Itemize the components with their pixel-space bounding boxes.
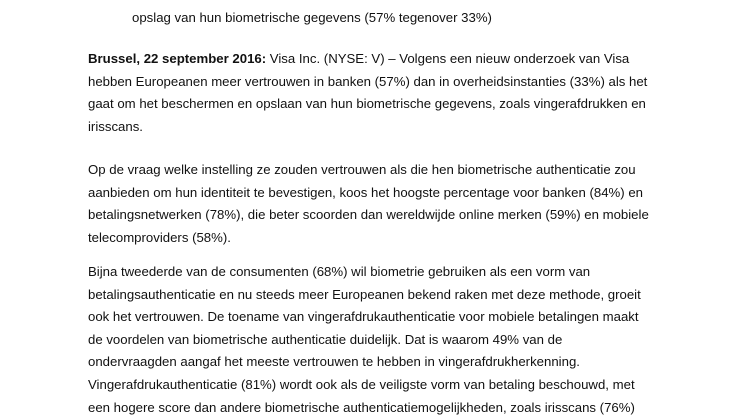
paragraph-institutions xyxy=(88,159,678,249)
paragraph-biometrics-usage xyxy=(88,261,678,419)
paragraph-line: gaat om het beschermen en opslaan van hun biometrische gegevens, zoals vingerafdrukken en xyxy=(88,96,646,112)
paragraph-line: Bijna tweederde van de consumenten (68%) wil biometrie gebruiken als een vorm van xyxy=(88,264,591,279)
paragraph-line: ook het vertrouwen. De toename van vingerafdrukauthenticatie voor mobiele betalingen maakt xyxy=(88,309,639,325)
paragraph-line: de voordelen van biometrische authenticatie duidelijk. Dat is waarom 49% van de xyxy=(88,331,563,347)
paragraph-line: telecomproviders (58%). xyxy=(88,229,231,245)
paragraph-line: Vingerafdrukauthenticatie (81%) wordt ook als de veiligste vorm van betaling beschouwd, met xyxy=(88,376,635,392)
paragraph-line: Op de vraag welke instelling ze zouden vertrouwen als die hen biometrische authenticatie zou xyxy=(88,162,636,177)
paragraph-line: irisscans. xyxy=(88,118,143,134)
paragraph-line: hebben Europeanen meer vertrouwen in banken (57%) dan in overheidsinstanties (33%) als het xyxy=(88,73,648,89)
paragraph-line: ondervraagden aangaf het meeste vertrouwen te hebben in vingerafdrukherkenning. xyxy=(88,354,580,370)
line-text: Visa Inc. (NYSE: V) – Volgens een nieuw onderzoek van Visa xyxy=(266,51,630,66)
paragraph-intro xyxy=(88,48,678,138)
paragraph-line: betalingsnetwerken (78%), die beter scoorden dan wereldwijde online merken (59%) en mobiele xyxy=(88,207,649,223)
dateline: Brussel, 22 september 2016: xyxy=(88,51,267,66)
paragraph-line: betalingsauthenticatie en nu steeds meer Europeanen bekend raken met deze methode, groeit xyxy=(88,286,641,302)
paragraph-line: aanbieden om hun identiteit te bevestigen, koos het hoogste percentage voor banken (84%) en xyxy=(88,184,643,200)
paragraph-line: een hogere score dan andere biometrische authenticatiemogelijkheden, zoals irisscans (76%) xyxy=(88,399,635,415)
paragraph-line xyxy=(88,48,678,71)
subtitle-bullet-continuation: opslag van hun biometrische gegevens (57% tegenover 33%) xyxy=(132,10,492,25)
